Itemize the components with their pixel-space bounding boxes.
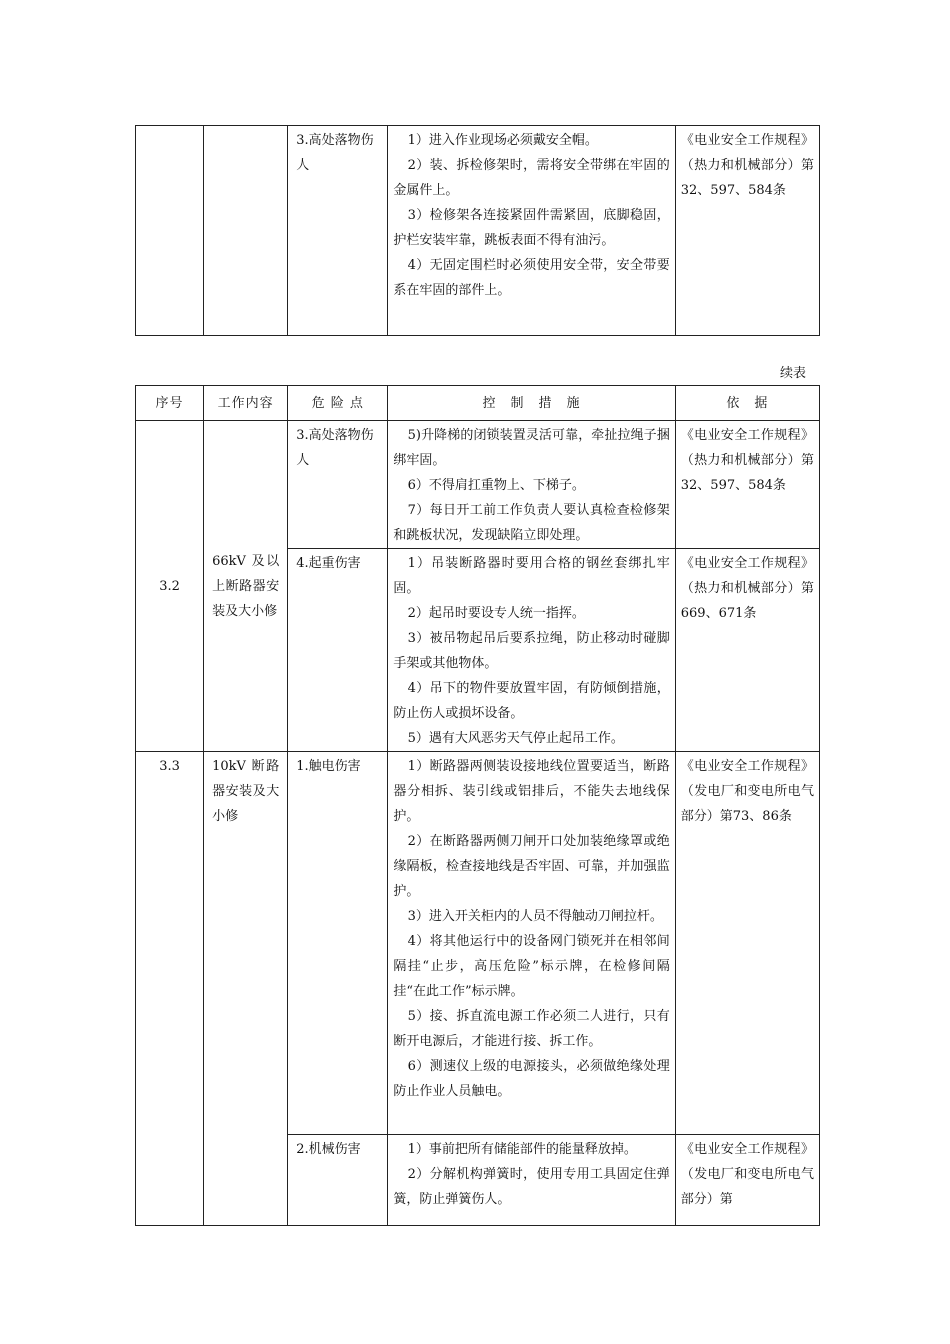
hazard-cell: 3.高处落物伤人 bbox=[288, 126, 388, 336]
control-item: 6）不得肩扛重物上、下梯子。 bbox=[407, 478, 585, 493]
seq-cell: 3.3 bbox=[136, 752, 204, 1226]
control-item: 1）事前把所有储能部件的能量释放掉。 bbox=[407, 1142, 637, 1157]
control-item: 7）每日开工前工作负责人要认真检查检修架和跳板状况，发现缺陷立即处理。 bbox=[393, 503, 670, 543]
work-cell bbox=[204, 126, 288, 336]
control-item: 4）无固定围栏时必须使用安全带，安全带要系在牢固的部件上。 bbox=[393, 258, 670, 298]
hazard-cell: 2.机械伤害 bbox=[288, 1135, 388, 1226]
header-row bbox=[136, 386, 820, 421]
basis-cell: 《电业安全工作规程》（发电厂和变电所电气部分）第 bbox=[675, 1135, 819, 1226]
control-item: 5）接、拆直流电源工作必须二人进行，只有断开电源后，才能进行接、拆工作。 bbox=[393, 1009, 670, 1049]
control-item: 5）遇有大风恶劣天气停止起吊工作。 bbox=[407, 731, 624, 746]
control-item: 2）装、拆检修架时，需将安全带绑在牢固的金属件上。 bbox=[393, 158, 670, 198]
header-seq: 序号 bbox=[136, 386, 204, 421]
main-table bbox=[135, 385, 820, 1226]
header-controls: 控 制 措 施 bbox=[388, 386, 675, 421]
controls-cell bbox=[388, 126, 675, 336]
controls-cell bbox=[388, 421, 675, 549]
basis-cell: 《电业安全工作规程》（发电厂和变电所电气部分）第73、86条 bbox=[675, 752, 819, 1135]
control-item: 3）进入开关柜内的人员不得触动刀闸拉杆。 bbox=[407, 909, 663, 924]
control-item: 3）检修架各连接紧固件需紧固，底脚稳固，护栏安装牢靠，跳板表面不得有油污。 bbox=[393, 208, 670, 248]
header-hazard: 危 险 点 bbox=[288, 386, 388, 421]
control-item: 6）测速仪上级的电源接头，必须做绝缘处理防止作业人员触电。 bbox=[393, 1059, 670, 1099]
control-item: 5)升降梯的闭锁装置灵活可靠，牵扯拉绳子捆绑牢固。 bbox=[393, 428, 670, 468]
control-item: 3）被吊物起吊后要系拉绳，防止移动时碰脚手架或其他物体。 bbox=[393, 631, 670, 671]
work-cell: 66kV 及以上断路器安装及大小修 bbox=[204, 421, 288, 752]
control-item: 1）吊装断路器时要用合格的钢丝套绑扎牢固。 bbox=[393, 556, 670, 596]
work-cell: 10kV 断路器安装及大小修 bbox=[204, 752, 288, 1226]
hazard-cell: 3.高处落物伤人 bbox=[288, 421, 388, 549]
continued-label: 续表 bbox=[780, 366, 807, 381]
basis-cell: 《电业安全工作规程》（热力和机械部分）第32、597、584条 bbox=[675, 126, 819, 336]
control-item: 2）起吊时要设专人统一指挥。 bbox=[407, 606, 585, 621]
top-table bbox=[135, 125, 820, 336]
table-row bbox=[136, 421, 820, 549]
control-item: 2）分解机构弹簧时，使用专用工具固定住弹簧，防止弹簧伤人。 bbox=[393, 1167, 670, 1207]
header-work: 工作内容 bbox=[204, 386, 288, 421]
basis-cell: 《电业安全工作规程》（热力和机械部分）第32、597、584条 bbox=[675, 421, 819, 549]
controls-cell bbox=[388, 1135, 675, 1226]
table-row bbox=[136, 126, 820, 336]
seq-cell bbox=[136, 126, 204, 336]
control-item: 1）进入作业现场必须戴安全帽。 bbox=[407, 133, 598, 148]
controls-cell bbox=[388, 752, 675, 1135]
control-item: 2）在断路器两侧刀闸开口处加装绝缘罩或绝缘隔板，检查接地线是否牢固、可靠，并加强监护。 bbox=[393, 834, 670, 899]
control-item: 4）将其他运行中的设备网门锁死并在相邻间隔挂“止步，高压危险”标示牌，在检修间隔挂“在此工作”标示牌。 bbox=[393, 934, 670, 999]
basis-cell: 《电业安全工作规程》（热力和机械部分）第669、671条 bbox=[675, 549, 819, 752]
control-item: 1）断路器两侧装设接地线位置要适当，断路器分相拆、装引线或铝排后，不能失去地线保护。 bbox=[393, 759, 670, 824]
hazard-cell: 4.起重伤害 bbox=[288, 549, 388, 752]
hazard-cell: 1.触电伤害 bbox=[288, 752, 388, 1135]
header-basis: 依 据 bbox=[675, 386, 819, 421]
table-row bbox=[136, 752, 820, 1135]
seq-cell: 3.2 bbox=[136, 421, 204, 752]
controls-cell bbox=[388, 549, 675, 752]
control-item: 4）吊下的物件要放置牢固，有防倾倒措施，防止伤人或损坏设备。 bbox=[393, 681, 670, 721]
